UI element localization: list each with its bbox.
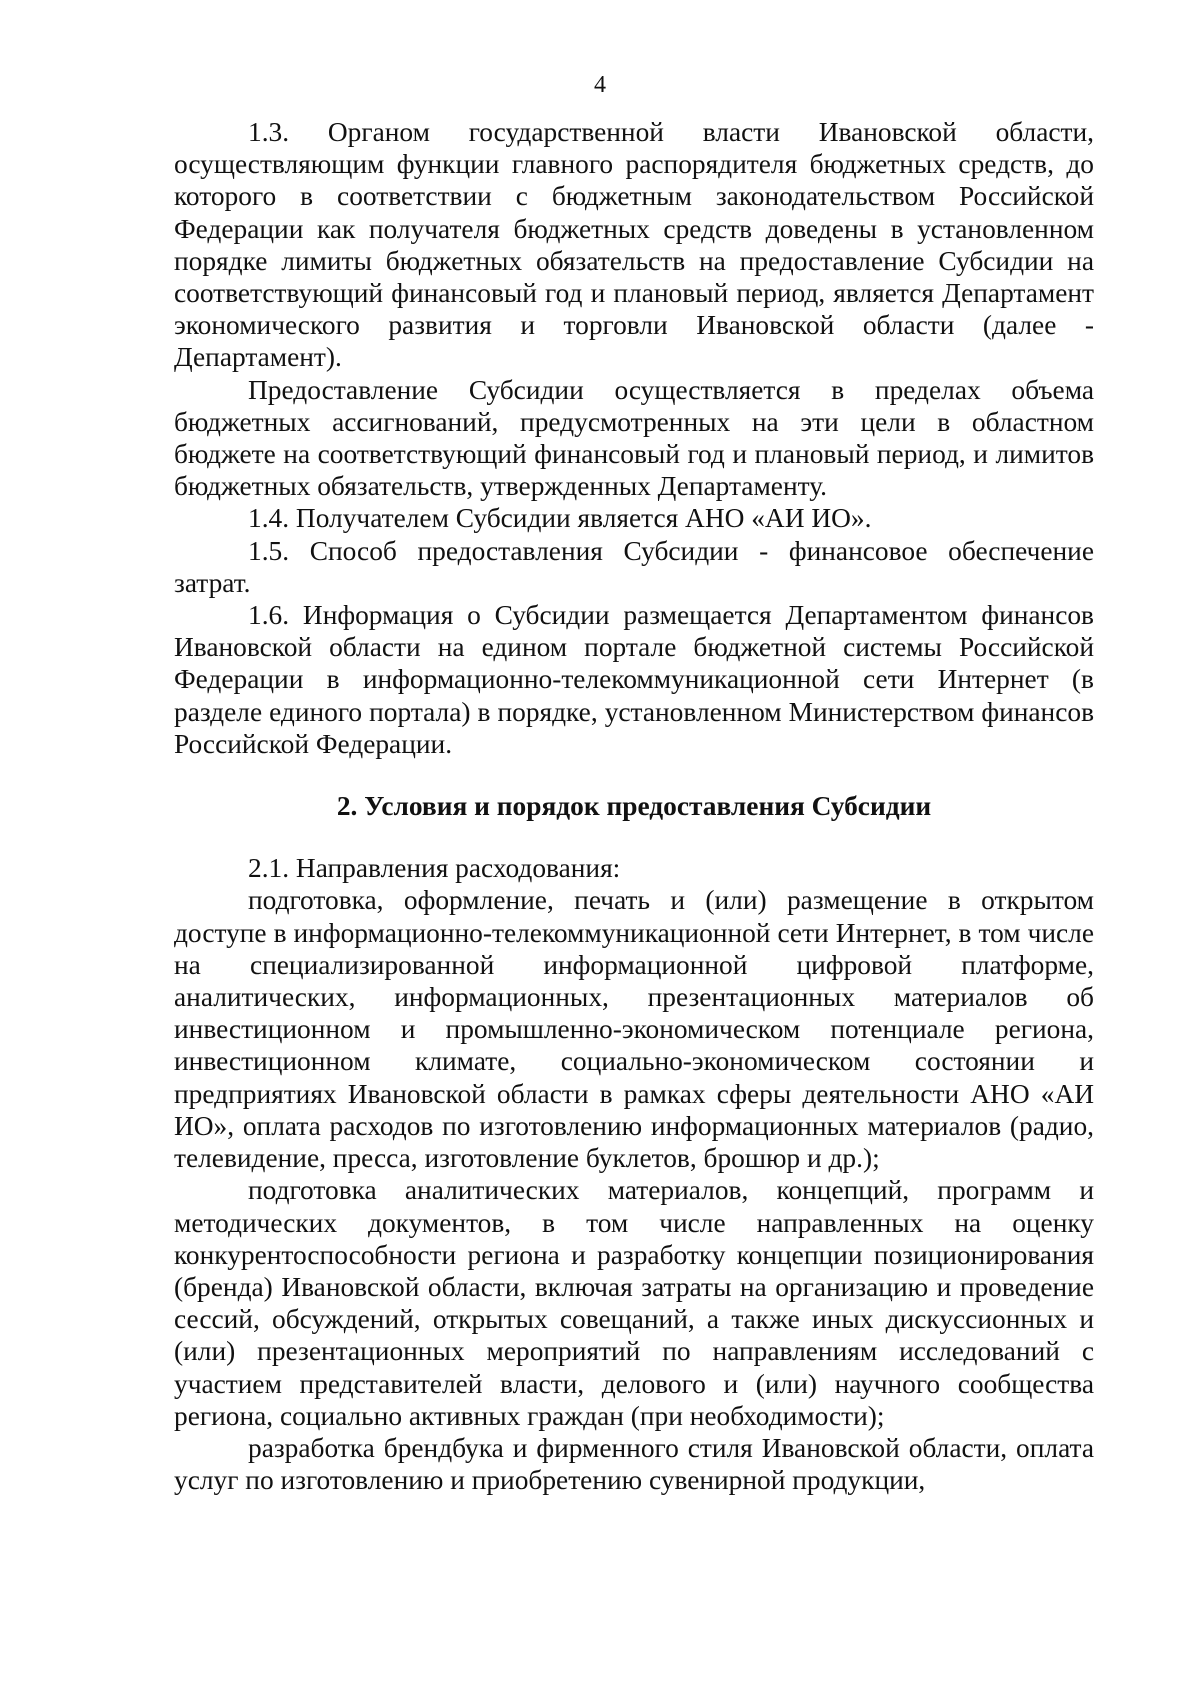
paragraph-expense-item-1: подготовка, оформление, печать и (или) размещение в открытом доступе в информационно-телекоммуникационной сети Интернет, в том числе на специализированной информационной цифровой платформе, аналитических, информационных, презентационных материалов об инвестиционном и промышленно-экономическом потенциале региона, инвестиционном климате, социально-экономическом состоянии и предприятиях Ивановской области в рамках сферы деятельности АНО «АИ ИО», оплата расходов по изготовлению информационных материалов (радио, телевидение, пресса, изготовление буклетов, брошюр и др.); xyxy=(174,885,1094,1174)
paragraph-1-4: 1.4. Получателем Субсидии является АНО «АИ ИО». xyxy=(248,503,872,534)
paragraph-1-6: 1.6. Информация о Субсидии размещается Департаментом финансов Ивановской области на едином портале бюджетной системы Российской Федерации в информационно-телекоммуникационной сети Интернет (в разделе единого портала) в порядке, установленном Министерством финансов Российской Федерации. xyxy=(174,600,1094,759)
page-number: 4 xyxy=(594,72,606,98)
paragraph-1-5: 1.5. Способ предоставления Субсидии - финансовое обеспечение затрат. xyxy=(174,535,1094,598)
paragraph-2-1: 2.1. Направления расходования: xyxy=(248,853,621,884)
paragraph-subsidy-provision: Предоставление Субсидии осуществляется в пределах объема бюджетных ассигнований, предусмотренных на эти цели в областном бюджете на соответствующий финансовый год и плановый период, и лимитов бюджетных обязательств, утвержденных Департаменту. xyxy=(174,374,1094,502)
paragraph-1-3: 1.3. Органом государственной власти Ивановской области, осуществляющим функции главного распорядителя бюджетных средств, до которого в соответствии с бюджетным законодательством Российской Федерации как получателя бюджетных средств доведены в установленном порядке лимиты бюджетных обязательств на предоставление Субсидии на соответствующий финансовый год и плановый период, является Департамент экономического развития и торговли Ивановской области (далее - Департамент). xyxy=(174,117,1094,373)
section-2-heading: 2. Условия и порядок предоставления Субсидии xyxy=(336,791,932,822)
paragraph-expense-item-2: подготовка аналитических материалов, концепций, программ и методических документов, в том числе направленных на оценку конкурентоспособности региона и разработку концепции позиционирования (бренда) Ивановской области, включая затраты на организацию и проведение сессий, обсуждений, открытых совещаний, а также иных дискуссионных и (или) презентационных мероприятий по направлениям исследований с участием представителей власти, делового и (или) научного сообщества региона, социально активных граждан (при необходимости); xyxy=(174,1175,1094,1431)
paragraph-expense-item-3: разработка брендбука и фирменного стиля Ивановской области, оплата услуг по изготовлению и приобретению сувенирной продукции, xyxy=(174,1432,1094,1496)
document-body xyxy=(174,116,1094,1496)
